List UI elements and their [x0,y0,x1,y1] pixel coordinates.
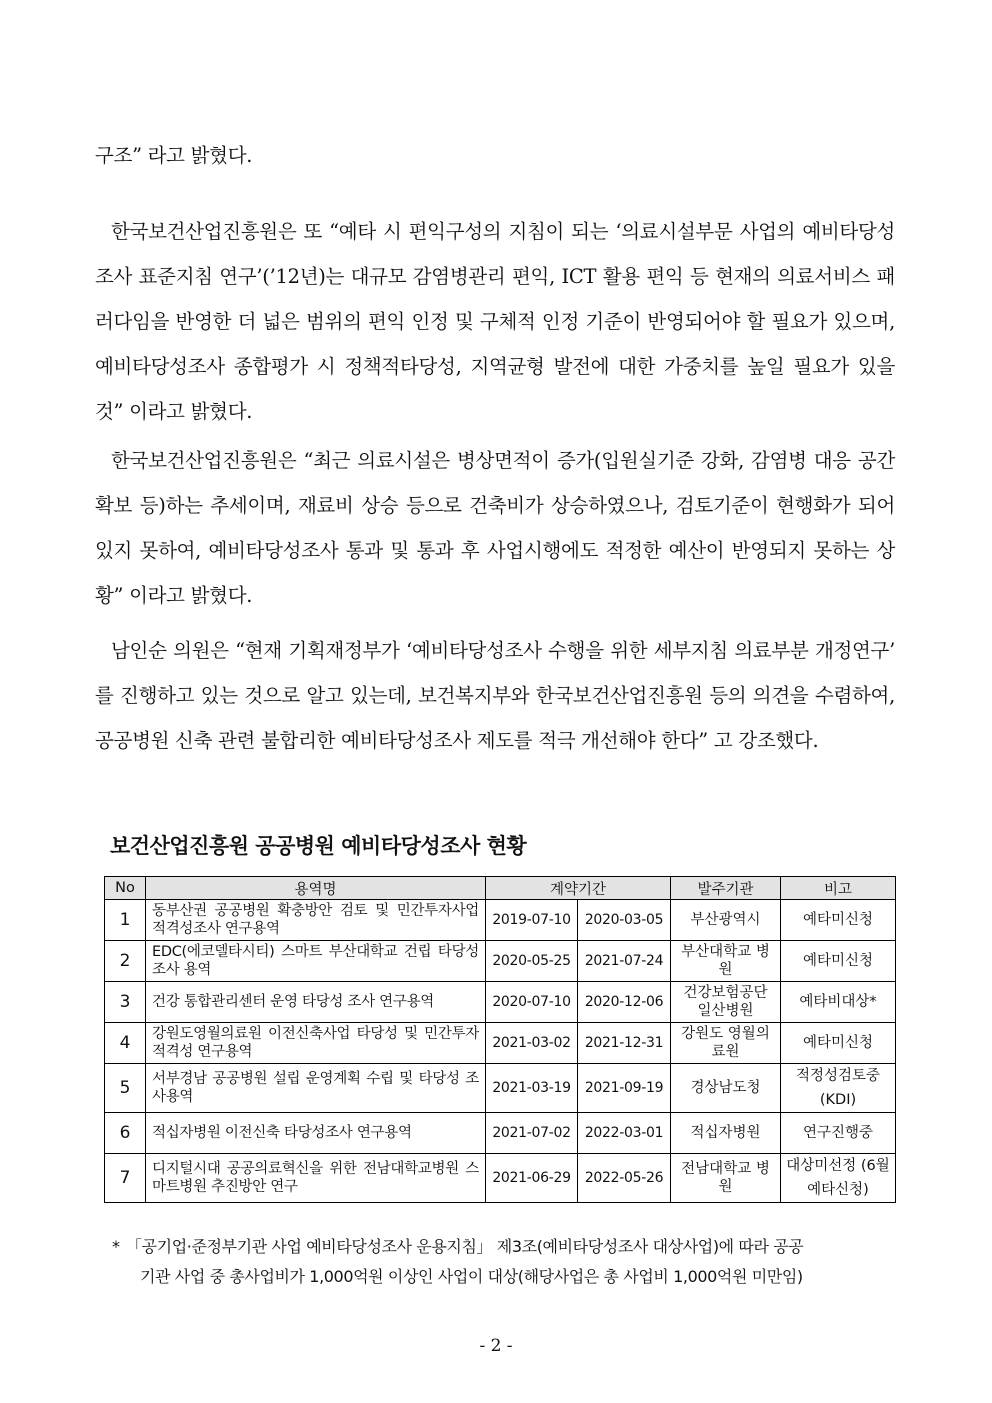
cell-start: 2020-07-10 [486,982,578,1023]
cell-agency: 강원도 영월의료원 [671,1023,781,1064]
cell-note: 대상미선정 (6월예타신청) [781,1154,896,1203]
cell-note: 예타미신청 [781,1023,896,1064]
table-header-row [105,877,896,900]
cell-end: 2021-09-19 [578,1064,671,1113]
cell-no: 5 [105,1064,146,1113]
cell-agency: 부산광역시 [671,900,781,941]
cell-note: 예타미신청 [781,900,896,941]
cell-service: 서부경남 공공병원 설립 운영계획 수립 및 타당성 조사용역 [146,1064,486,1113]
cell-end: 2020-12-06 [578,982,671,1023]
cell-service: 동부산권 공공병원 확충방안 검토 및 민간투자사업 적격성조사 연구용역 [146,900,486,941]
table-row [105,982,896,1023]
footnote-line-1: 「공기업·준정부기관 사업 예비타당성조사 운용지침」 제3조(예비타당성조사 대상사업)에 따라 공공 [126,1237,804,1256]
cell-end: 2020-03-05 [578,900,671,941]
cell-no: 3 [105,982,146,1023]
table-row [105,941,896,982]
table-row [105,1023,896,1064]
cell-no: 4 [105,1023,146,1064]
cell-start: 2021-06-29 [486,1154,578,1203]
cell-start: 2021-03-02 [486,1023,578,1064]
page-number: - 2 - [479,1336,513,1356]
cell-end: 2021-12-31 [578,1023,671,1064]
header-service: 용역명 [146,877,486,900]
footnote-line-2: 기관 사업 중 총사업비가 1,000억원 이상인 사업이 대상(해당사업은 총 사업비 1,000억원 미만임) [140,1267,803,1286]
header-note: 비고 [781,877,896,900]
cell-agency: 부산대학교 병원 [671,941,781,982]
cell-end: 2022-03-01 [578,1113,671,1154]
paragraph-lawmaker-statement [95,628,895,763]
cell-start: 2020-05-25 [486,941,578,982]
feasibility-study-table [104,876,896,1203]
header-no: No [105,877,146,900]
cell-note: 연구진행중 [781,1113,896,1154]
paragraph-kohi-cost [95,438,895,618]
cell-start: 2021-07-02 [486,1113,578,1154]
cell-no: 1 [105,900,146,941]
cell-no: 6 [105,1113,146,1154]
cell-end: 2021-07-24 [578,941,671,982]
cell-note: 예타비대상* [781,982,896,1023]
table-row [105,1064,896,1113]
cell-agency: 전남대학교 병원 [671,1154,781,1203]
paragraph-kohi-guideline [95,209,895,434]
cell-service: 강원도영월의료원 이전신축사업 타당성 및 민간투자적격성 연구용역 [146,1023,486,1064]
cell-start: 2019-07-10 [486,900,578,941]
cell-no: 2 [105,941,146,982]
header-period: 계약기간 [486,877,671,900]
footnote-mark: * [112,1237,120,1256]
cell-service: EDC(에코델타시티) 스마트 부산대학교 건립 타당성 조사 용역 [146,941,486,982]
table-row [105,1113,896,1154]
cell-agency: 적십자병원 [671,1113,781,1154]
paragraph-text: 남인순 의원은 “현재 기획재정부가 ‘예비타당성조사 수행을 위한 세부지침 의료부분 개정연구’ 를 진행하고 있는 것으로 알고 있는데, 보건복지부와 한국보건산업진흥원 등의 의견을 수렴하여, 공공병원 신축 관련 불합리한 예비타당성조사 제도를 적극 개선해야 한다” 고 강조했다. [95,639,895,752]
cell-agency: 건강보험공단 일산병원 [671,982,781,1023]
paragraph-text: 한국보건산업진흥원은 또 “예타 시 편익구성의 지침이 되는 ‘의료시설부문 사업의 예비타당성조사 표준지침 연구’(’12년)는 대규모 감염병관리 편익, ICT 활용 편익 등 현재의 의료서비스 패러다임을 반영한 더 넓은 범위의 편익 인정 및 구체적 인정 기준이 반영되어야 할 필요가 있으며, 예비타당성조사 종합평가 시 정책적타당성, 지역균형 발전에 대한 가중치를 높일 필요가 있을 것” 이라고 밝혔다. [95,220,895,423]
cell-note: 적정성검토중(KDI) [781,1064,896,1113]
paragraph-text: 한국보건산업진흥원은 “최근 의료시설은 병상면적이 증가(입원실기준 강화, 감염병 대응 공간 확보 등)하는 추세이며, 재료비 상승 등으로 건축비가 상승하였으나, 검토기준이 현행화가 되어 있지 못하여, 예비타당성조사 통과 및 통과 후 사업시행에도 적정한 예산이 반영되지 못하는 상황” 이라고 밝혔다. [95,449,895,607]
cell-end: 2022-05-26 [578,1154,671,1203]
footnote [112,1232,896,1292]
cell-no: 7 [105,1154,146,1203]
table-title: 보건산업진흥원 공공병원 예비타당성조사 현황 [110,834,527,858]
table-row [105,900,896,941]
cell-service: 건강 통합관리센터 운영 타당성 조사 연구용역 [146,982,486,1023]
cell-service: 디지털시대 공공의료혁신을 위한 전남대학교병원 스마트병원 추진방안 연구 [146,1154,486,1203]
header-agency: 발주기관 [671,877,781,900]
cell-note: 예타미신청 [781,941,896,982]
cell-agency: 경상남도청 [671,1064,781,1113]
table-row [105,1154,896,1203]
cell-service: 적십자병원 이전신축 타당성조사 연구용역 [146,1113,486,1154]
cell-start: 2021-03-19 [486,1064,578,1113]
paragraph-closing-quote: 구조” 라고 밝혔다. [95,144,253,167]
